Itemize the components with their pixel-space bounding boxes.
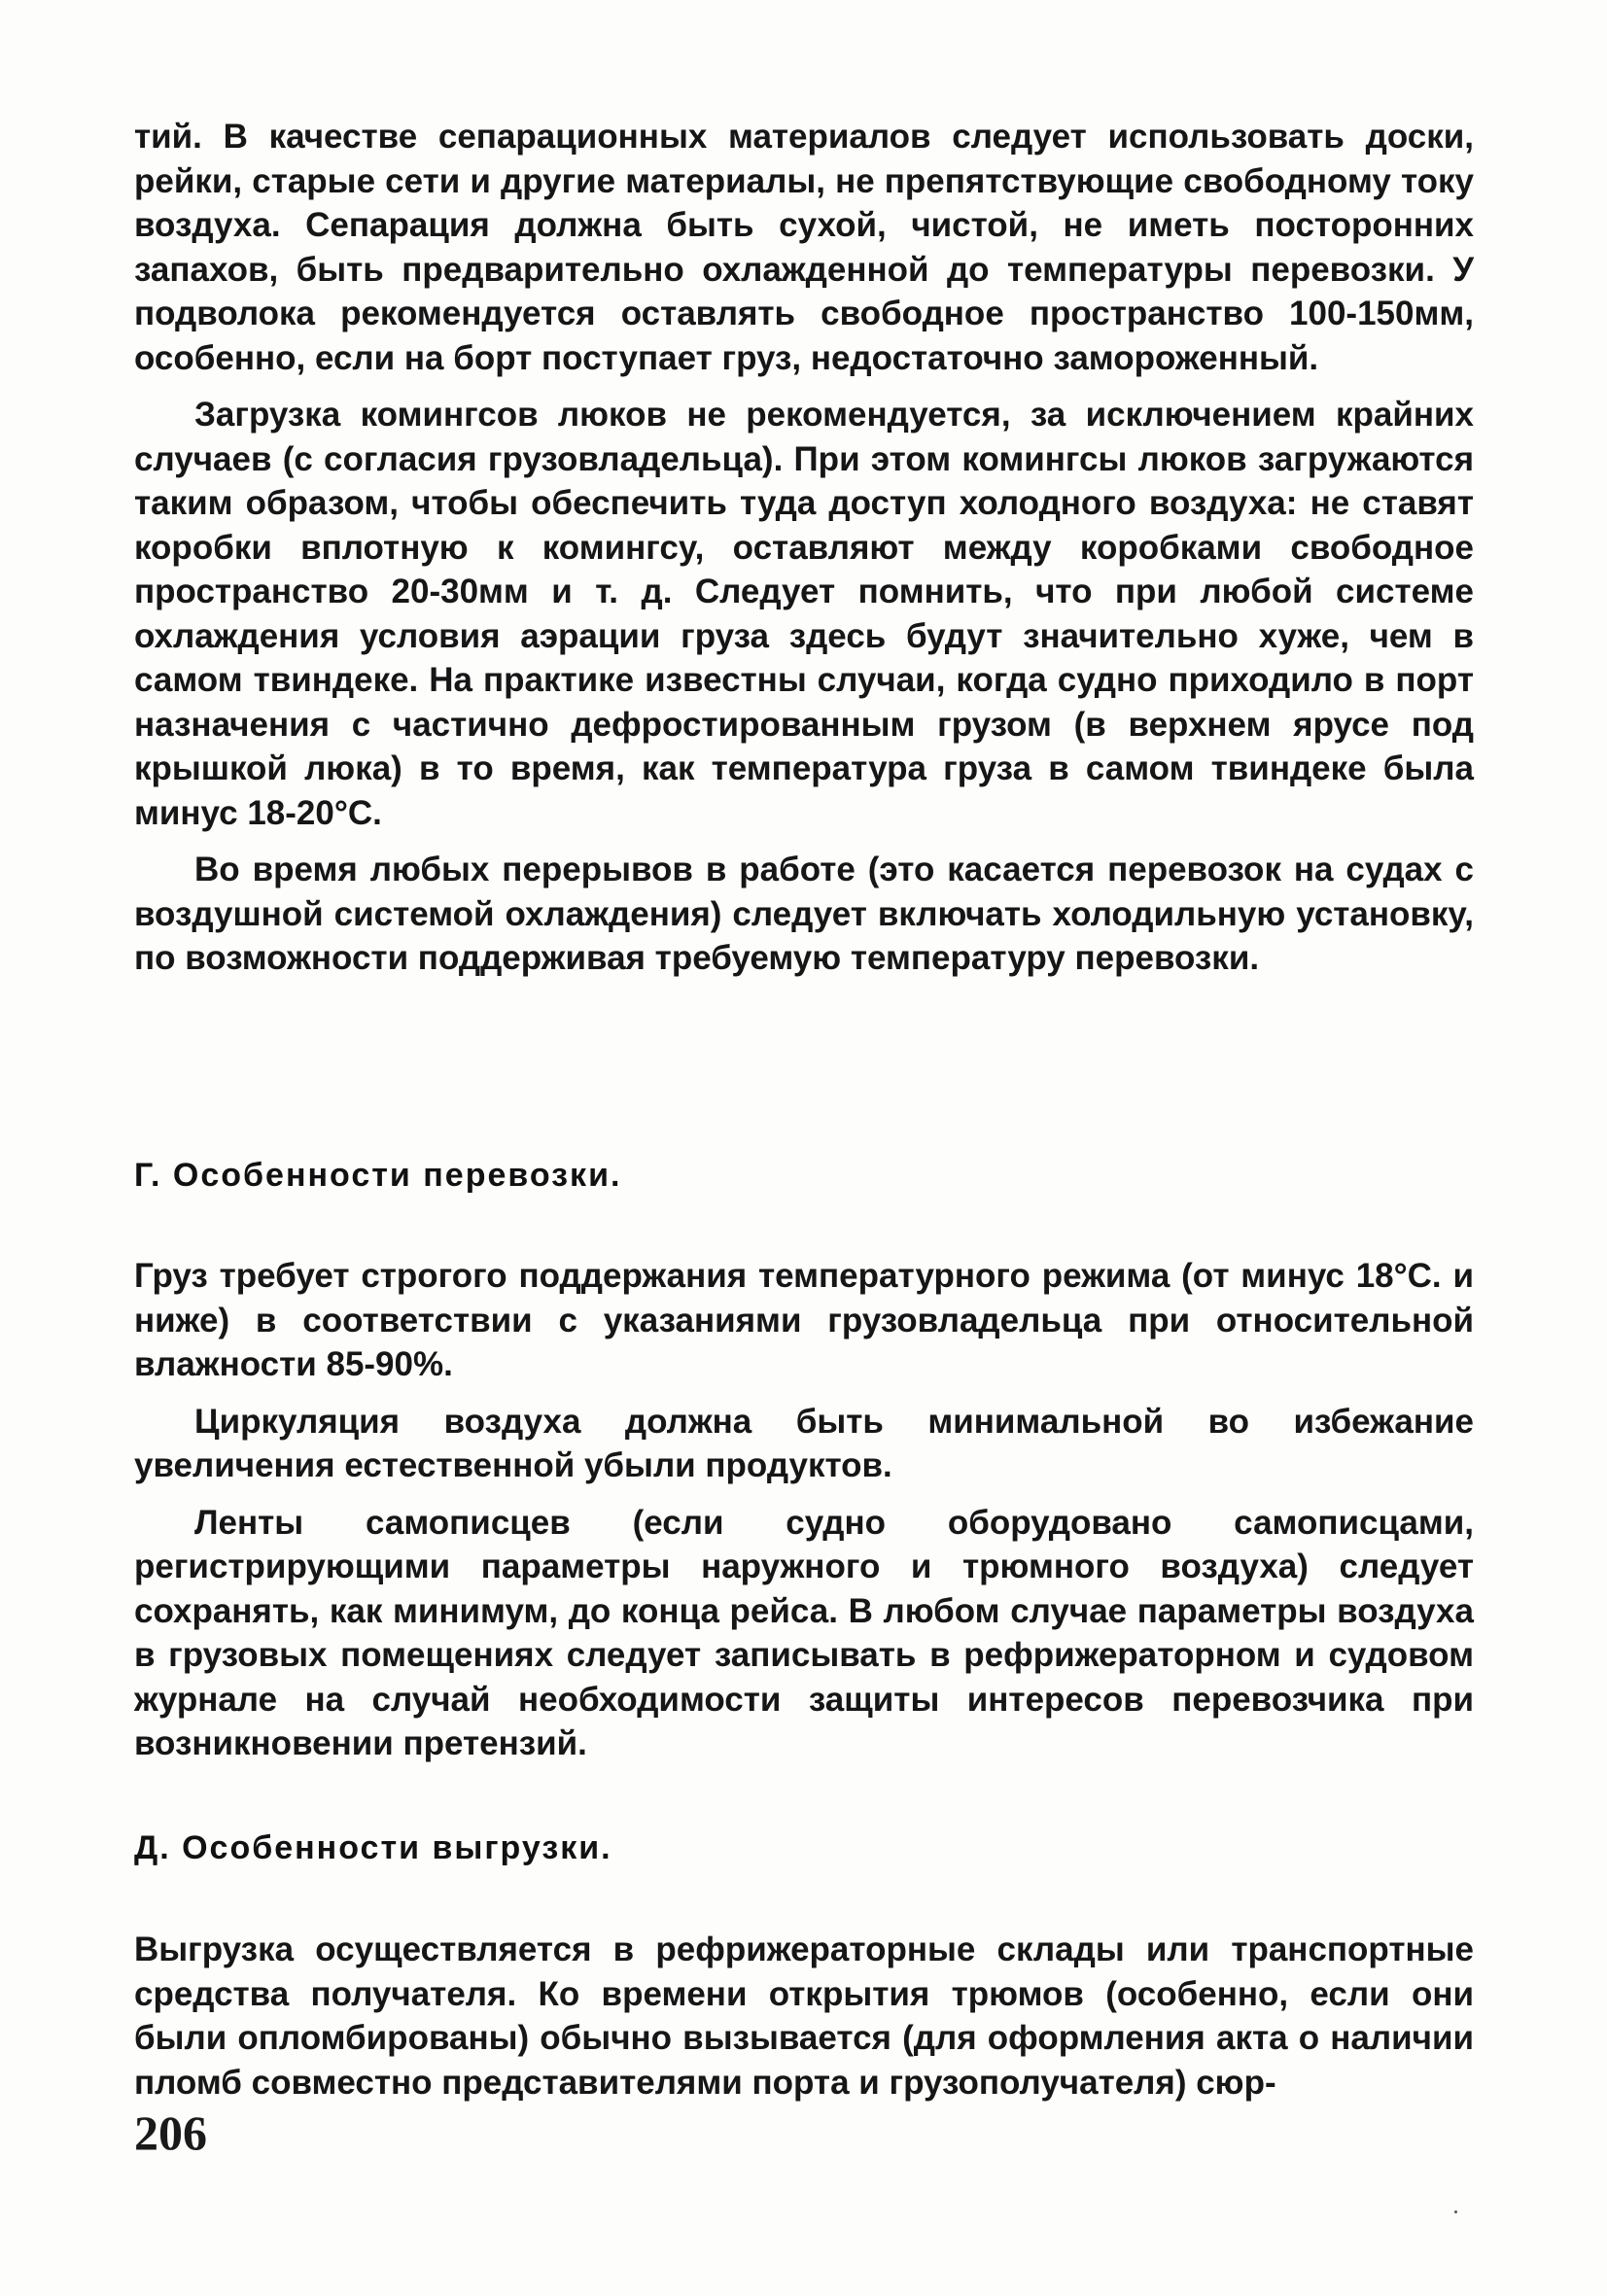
heading-transport-features: Г. Особенности перевозки. <box>134 1157 622 1194</box>
heading-unloading-features: Д. Особенности выгрузки. <box>134 1829 612 1866</box>
paragraph-circulation: Циркуляция воздуха должна быть минимальной во избежание увеличения естественной убыли продуктов. <box>134 1402 1474 1484</box>
paragraph-separation: тий. В качестве сепарационных материалов следует использовать доски, рейки, старые сети и другие материалы, не препятствующие свободному току воздуха. Сепарация должна быть сухой, чистой, не иметь посторонних запахов, быть предварительно охлажденной до температуры перевозки. У подволока рекомендуется оставлять свободное пространство 100-150мм, особенно, если на борт поступает груз, недостаточно замороженный. <box>134 118 1474 377</box>
paragraph-recorders: Ленты самописцев (если судно оборудовано самописцами, регистрирующими параметры наружного и трюмного воздуха) следует сохранять, как минимум, до конца рейса. В любом случае параметры воздуха в грузовых помещениях следует записывать в рефрижераторном и судовом журнале на случай необходимости защиты интересов перевозчика при возникновении претензий. <box>134 1503 1474 1762</box>
text-block-unloading <box>134 1928 1474 2117</box>
scan-speck <box>1454 2210 1457 2213</box>
text-block-top <box>134 115 1474 993</box>
paragraph-breaks: Во время любых перерывов в работе (это касается перевозок на судах с воздушной системой охлаждения) следует включать холодильную установку, по возможности поддерживая требуемую температуру перевозки. <box>134 851 1474 977</box>
text-block-transport <box>134 1254 1474 1779</box>
paragraph-coamings: Загрузка комингсов люков не рекомендуется, за исключением крайних случаев (с согласия грузовладельца). При этом комингсы люков загружаются таким образом, чтобы обеспечить туда доступ холодного воздуха: не ставят коробки вплотную к комингсу, оставляют между коробками свободное пространство 20-30мм и т. д. Следует помнить, что при любой системе охлаждения условия аэрации груза здесь будут значительно хуже, чем в самом твиндеке. На практике известны случаи, когда судно приходило в порт назначения с частично дефростированным грузом (в верхнем ярусе под крышкой люка) в то время, как температура груза в самом твиндеке была минус 18-20°С. <box>134 396 1474 832</box>
paragraph-unloading: Выгрузка осуществляется в рефрижераторные склады или транспортные средства получателя. Ко времени открытия трюмов (особенно, если они были опломбированы) обычно вызывается (для оформления акта о наличии пломб совместно представителями порта и грузополучателя) сюр- <box>134 1931 1474 2102</box>
page-number: 206 <box>134 2105 207 2160</box>
paragraph-temperature: Груз требует строгого поддержания температурного режима (от минус 18°С. и ниже) в соответствии с указаниями грузовладельца при относительной влажности 85-90%. <box>134 1257 1474 1383</box>
